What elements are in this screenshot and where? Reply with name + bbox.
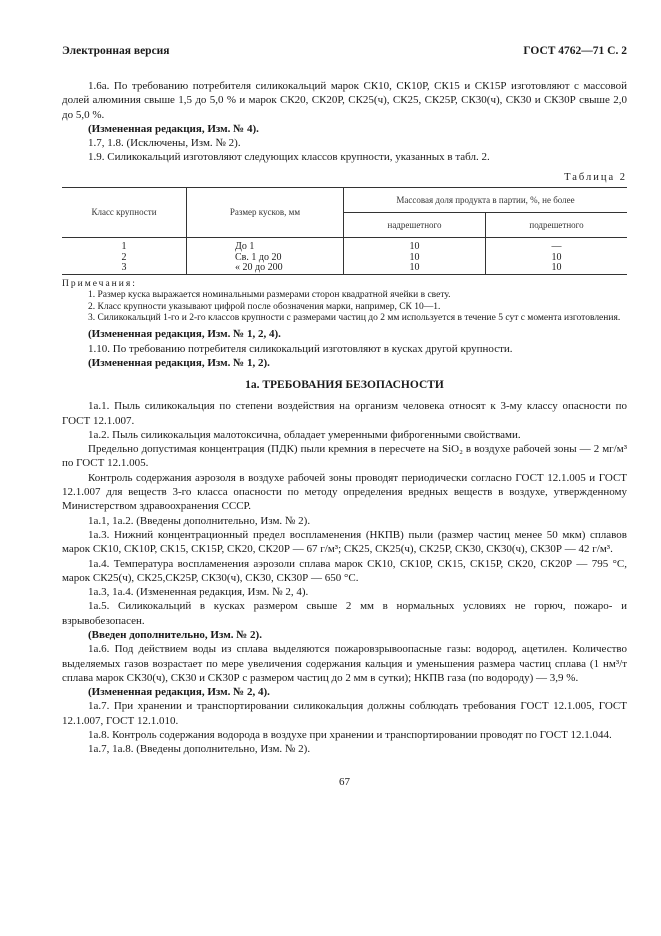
paragraph: (Измененная редакция, Изм. № 2, 4). <box>88 686 270 699</box>
paragraph: 1а.7. При хранении и транспортировании силикокальция должны соблюдать требования ГОСТ 12.1.005, ГОСТ 12.1.007, ГОСТ 12.1.010. <box>62 700 627 727</box>
paragraph: 1а.8. Контроль содержания водорода в воздухе при хранении и транспортировании проводят по ГОСТ 12.1.044. <box>88 729 612 742</box>
note-item: 1. Размер куска выражается номинальными размерами сторон квадратной ячейки в свету. <box>88 290 451 301</box>
cell-cls: 2 <box>62 253 187 264</box>
cell-over: 10 <box>344 238 486 253</box>
paragraph: 1.6а. По требованию потребителя силикокальций марок СК10, СК10Р, СК15 и СК15Р изготовляют с массовой долей алюминия свыше 1,5 до 5,0 % и марок СК20, СК20Р, СК25(ч), СК25, СК25Р, СК30(ч), СК30 и СК30Р свыше 2,0 до 5,0 %. <box>62 79 627 121</box>
notes-title: Примечания: <box>62 278 137 289</box>
cell-cls: 3 <box>62 263 187 274</box>
paragraph: (Измененная редакция, Изм. № 4). <box>88 122 259 135</box>
size-class-table <box>62 187 627 275</box>
paragraph: 1а.1. Пыль силикокальция по степени воздействия на организм человека относят к 3-му классу опасности по ГОСТ 12.1.007. <box>62 400 627 427</box>
table-row <box>62 263 627 274</box>
col-size-header: Размер кусков, мм <box>187 188 344 238</box>
paragraph: 1а.7, 1а.8. (Введены дополнительно, Изм. № 2). <box>88 743 311 756</box>
cell-over: 10 <box>344 253 486 264</box>
paragraph: 1а.3. Нижний концентрационный предел воспламенения (НКПВ) пыли (размер частиц менее 50 мкм) сплавов марок СК10, СК10Р, СК15, СК15Р, СК20, СК20Р — 67 г/м³; СК25, СК25(ч), СК25Р, СК30, СК30(ч), СК30Р — 42 г/м³. <box>62 528 627 556</box>
paragraph: 1.9. Силикокальций изготовляют следующих классов крупности, указанных в табл. 2. <box>88 151 490 164</box>
cell-size: Св. 1 до 20 <box>187 253 344 264</box>
cell-under: 10 <box>486 263 627 274</box>
paragraph: Контроль содержания аэрозоля в воздухе рабочей зоны проводят периодически согласно ГОСТ 12.1.005 и ГОСТ 12.1.007 для веществ 3-го класса опасности по методу определения вредных веществ в воздухе, утвержденному Министерством здравоохранения СССР. <box>62 471 627 513</box>
section-title: 1а. ТРЕБОВАНИЯ БЕЗОПАСНОСТИ <box>245 379 444 392</box>
table-caption: Таблица 2 <box>564 171 627 183</box>
cell-size: « 20 до 200 <box>187 263 344 274</box>
cell-under: 10 <box>551 251 562 263</box>
paragraph: (Измененная редакция, Изм. № 1, 2, 4). <box>88 328 281 341</box>
note-item: 3. Силикокальций 1-го и 2-го классов крупности с размерами частиц до 2 мм используется в течение 5 сут с момента изготовления. <box>88 313 621 324</box>
notes-list <box>62 290 627 324</box>
section-paragraphs <box>62 399 627 756</box>
table-row <box>62 253 627 264</box>
page-header <box>62 44 627 59</box>
cell-size: До 1 <box>187 238 344 253</box>
paragraph: 1.10. По требованию потребителя силикокальций изготовляют в кусках другой крупности. <box>88 342 513 355</box>
table-row <box>62 238 627 253</box>
paragraph: (Измененная редакция, Изм. № 1, 2). <box>88 357 270 370</box>
header-right: ГОСТ 4762—71 С. 2 <box>523 45 627 57</box>
header-left: Электронная версия <box>62 45 170 57</box>
paragraph: 1а.6. Под действием воды из сплава выделяются пожаровзрывоопасные газы: водород, ацетилен. Количество выделяемых газов возрастает по мере увеличения содержания кальция и уменьшения размера частиц сплава (1 нм³/т сплава марок СК30(ч), СК30 и СК30Р с размером частиц до 2 мм в сутки); НКПВ газа (по водороду) — 3,9 %. <box>62 643 627 684</box>
paragraph: 1а.4. Температура воспламенения аэрозоли сплава марок СК10, СК10Р, СК15, СК15Р, СК20, СК20Р — 795 °С, марок СК25(ч), СК25,СК25Р, СК30(ч), СК30, СК30Р — 650 °С. <box>62 557 627 584</box>
col-under-header: подрешетного <box>486 213 627 238</box>
top-paragraphs <box>62 79 627 165</box>
table-body <box>62 238 627 275</box>
cell-cls: 1 <box>62 238 187 253</box>
note-item: 2. Класс крупности указывают цифрой после обозначения марки, например, СК 10—1. <box>88 301 441 312</box>
cell-under: — <box>551 241 562 253</box>
col-class-header: Класс крупности <box>62 188 187 238</box>
paragraph: 1.7, 1.8. (Исключены, Изм. № 2). <box>88 137 241 150</box>
paragraph: 1а.1, 1а.2. (Введены дополнительно, Изм. № 2). <box>88 514 311 527</box>
paragraph: (Введен дополнительно, Изм. № 2). <box>88 629 262 641</box>
col-over-header: надрешетного <box>344 213 486 238</box>
cell-over: 10 <box>344 263 486 274</box>
paragraph: Предельно допустимая концентрация (ПДК) пыли кремния в пересчете на SiO₂ в воздухе рабочей зоны — 2 мг/м³ по ГОСТ 12.1.005. <box>62 443 627 470</box>
paragraph: 1а.3, 1а.4. (Измененная редакция, Изм. № 2, 4). <box>88 586 309 599</box>
paragraph: 1а.5. Силикокальций в кусках размером свыше 2 мм в нормальных условиях не горюч, пожаро- и взрывобезопасен. <box>62 600 627 627</box>
document-page <box>62 44 627 789</box>
paragraph: 1а.2. Пыль силикокальция малотоксична, обладает умеренными фиброгенными свойствами. <box>88 428 521 441</box>
page-number: 67 <box>339 775 350 788</box>
mid-paragraphs <box>62 327 627 370</box>
table-notes <box>62 279 627 325</box>
col-mass-header: Массовая доля продукта в партии, %, не более <box>344 188 628 213</box>
